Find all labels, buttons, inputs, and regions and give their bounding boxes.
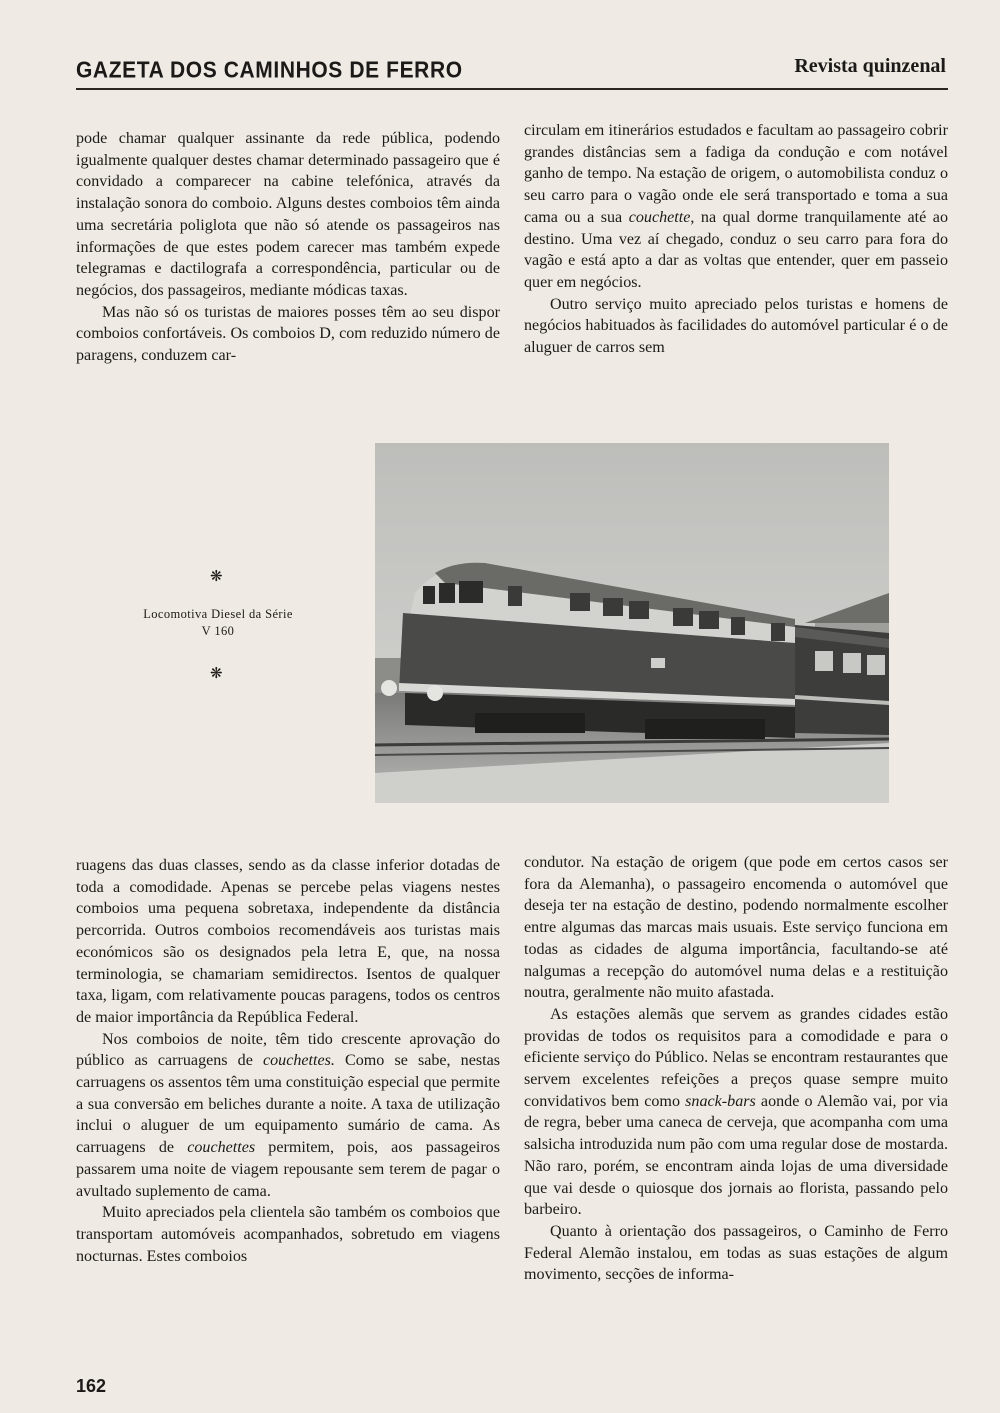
journal-title: GAZETA DOS CAMINHOS DE FERRO bbox=[76, 58, 463, 83]
text-run: , na qual dorme tranquilamente até ao destino. Uma vez aí chegado, conduz o seu carro para fora do vagão e está apto a dar as voltas que entender, quer em passeio quer em negócios. bbox=[524, 208, 948, 291]
column-top-left bbox=[76, 128, 500, 367]
italic-term: couchettes bbox=[187, 1139, 256, 1157]
ornament-top: ❋ bbox=[210, 569, 223, 585]
figure-caption bbox=[112, 606, 324, 640]
text-run: Como se sabe, nestas carruagens os assentos têm uma constituição especial que permite a sua conversão em beliches durante a noite. A taxa de utilização inclui o aluguer de um equipamento sumário de cama. As carruagens de bbox=[76, 1052, 500, 1157]
column-bottom-right bbox=[524, 852, 948, 1286]
header-rule bbox=[76, 88, 948, 90]
paragraph: Outro serviço muito apreciado pelos turistas e homens de negócios habituados às facilidades do automóvel particular é o de aluguer de carros sem bbox=[524, 295, 948, 357]
page-number: 162 bbox=[76, 1376, 107, 1396]
text-run: Nos comboios de noite, têm tido crescente aprovação do público as carruagens de bbox=[76, 1030, 500, 1070]
paragraph: condutor. Na estação de origem (que pode em certos casos ser fora da Alemanha), o passageiro encomenda o automóvel que deseja ter na estação de destino, podendo normalmente escolher entre algumas das marcas mais usuais. Este serviço funciona em todas as cidades de alguma importância, facultando-se até nalgumas a recepção do automóvel numa delas e a restituição noutra, geralmente não muito afastada. bbox=[524, 854, 948, 1002]
column-top-right bbox=[524, 120, 948, 359]
text-run: permitem, pois, aos passageiros passarem uma noite de viagem repousante sem terem de pagar o avultado suplemento de cama. bbox=[76, 1139, 500, 1200]
paragraph bbox=[524, 120, 948, 294]
paragraph bbox=[524, 1004, 948, 1221]
paragraph: pode chamar qualquer assinante da rede pública, podendo igualmente qualquer destes chamar determinado passageiro que é convidado a comparecer na cabine telefónica, através da instalação sonora do comboio. Alguns destes comboios têm ainda uma secretária poliglota que não só atende os passageiros nas informações de que estes podem carecer mas também expede telegramas e dactilografa a correspondência, particular ou de negócios, dos passageiros, mediante módicas taxas. bbox=[76, 130, 500, 299]
caption-line-2: V 160 bbox=[201, 624, 235, 638]
text-run: aonde o Alemão vai, por via de regra, beber uma caneca de cerveja, que acompanha com uma salsicha introduzida num pão com uma regular dose de mostarda. Não raro, porém, se encontram ainda lojas de uma diversidade que vai desde o quiosque dos jornais ao florista, passando pelo barbeiro. bbox=[524, 1092, 948, 1219]
paragraph: ruagens das duas classes, sendo as da classe inferior dotadas de toda a comodidade. Apenas se percebe pelas viagens nestes comboios uma pequena sobretaxa, independente da distância percorrida. Outros comboios recomendáveis aos turistas mais económicos são os designados pela letra E, que, na nossa terminologia, se chamariam semidirectos. Isentos de qualquer taxa, ligam, com relativamente poucas paragens, todos os centros de maior importância da República Federal. bbox=[76, 857, 500, 1026]
paragraph bbox=[76, 1029, 500, 1203]
journal-subtitle: Revista quinzenal bbox=[794, 55, 946, 77]
paragraph: Mas não só os turistas de maiores posses têm ao seu dispor comboios confortáveis. Os comboios D, com reduzido número de paragens, conduzem car- bbox=[76, 303, 500, 365]
italic-term: couchettes. bbox=[262, 1052, 335, 1070]
column-bottom-left bbox=[76, 855, 500, 1267]
text-run: circulam em itinerários estudados e facultam ao passageiro cobrir grandes distâncias sem a fadiga da condução e com notável ganho de tempo. Na estação de origem, o automobilista conduz o seu carro para o vagão onde ele será transportado e toma a sua cama ou a sua bbox=[524, 122, 948, 226]
locomotive-photo-illustration bbox=[375, 443, 889, 803]
paragraph: Muito apreciados pela clientela são também os comboios que transportam automóveis acompanhados, sobretudo em viagens nocturnas. Estes comboios bbox=[76, 1204, 500, 1265]
ornament-bottom: ❋ bbox=[210, 666, 223, 682]
caption-line-1: Locomotiva Diesel da Série bbox=[143, 607, 293, 621]
locomotive-photo bbox=[375, 443, 889, 803]
italic-term: couchette bbox=[628, 208, 691, 226]
italic-term: snack-bars bbox=[685, 1092, 756, 1110]
paragraph: Quanto à orientação dos passageiros, o Caminho de Ferro Federal Alemão instalou, em todas as suas estações de algum movimento, secções de informa- bbox=[524, 1222, 948, 1284]
text-run: As estações alemãs que servem as grandes cidades estão providas de todos os requisitos para a comodidade e para o eficiente serviço do Público. Nelas se encontram restaurantes que servem excelentes refeições a preços quase sempre muito convidativos bem como bbox=[524, 1005, 948, 1110]
